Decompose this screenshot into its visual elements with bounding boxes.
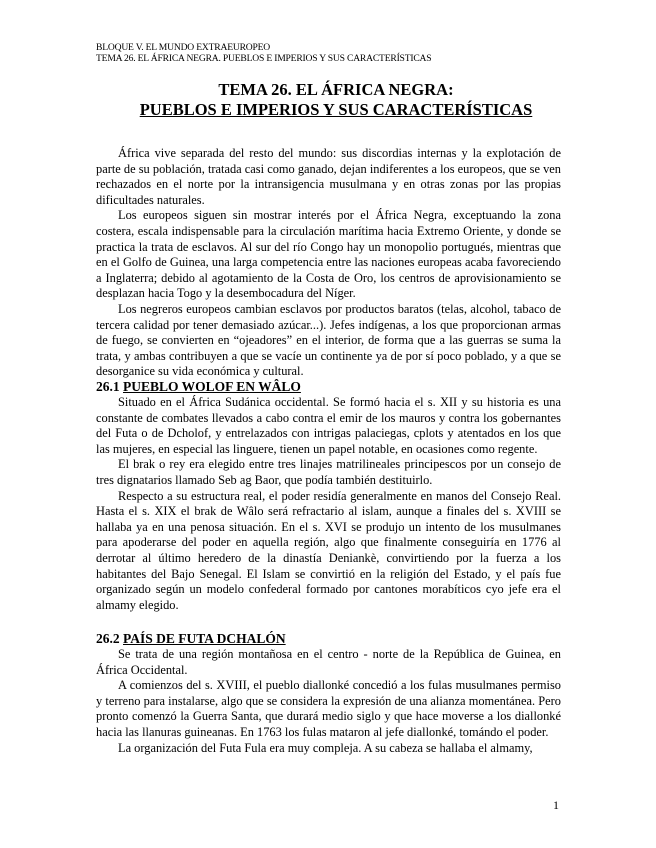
intro-paragraph: Los negreros europeos cambian esclavos por productos baratos (telas, alcohol, tabaco de tercera calidad por tener demasiado azúcar...). Jefes indígenas, a los que proporcionan armas de fuego, se convierten en “ojeadores” en el interior, de forma que a las guerras se suma la trata, y ambas contribuyen a que se vacíe un continente ya de por sí poco poblado, y a que se desorganice su vida económica y cultural.	[96, 301, 561, 379]
section-title: PAÍS DE FUTA DCHALÓN	[123, 631, 286, 646]
page-title	[96, 80, 576, 120]
title-line-1: TEMA 26. EL ÁFRICA NEGRA:	[218, 80, 454, 99]
title-line-2: PUEBLOS E IMPERIOS Y SUS CARACTERÍSTICAS	[139, 100, 533, 119]
intro-paragraph: Los europeos siguen sin mostrar interés por el África Negra, exceptuando la zona costera, escala indispensable para la circulación marítima hacia Extremo Oriente, y donde se practica la trata de esclavos. Al sur del río Congo hay un monopolio portugués, mientras que en el Golfo de Guinea, una larga competencia entre las naciones europeas acaba favoreciendo a Inglaterra; debido al agotamiento de la Costa de Oro, los centros de aprovisionamiento se desplazan hacia Togo y la desembocadura del Níger.	[96, 208, 561, 301]
section-paragraph: El brak o rey era elegido entre tres linajes matrilineales principescos por un consejo de tres dignatarios llamado Seb ag Baor, que podía también destituirlo.	[96, 457, 561, 487]
section-title: PUEBLO WOLOF EN WÂLO	[123, 379, 301, 394]
section-heading-2	[96, 631, 286, 647]
section-paragraph: Situado en el África Sudánica occidental. Se formó hacia el s. XII y su historia es una constante de combates llevados a cabo contra el emir de los mauros y contra los gobernantes del Futa o de Dcholof, y entrelazados con intrigas palaciegas, cplots y atentados en los que las mujeres, en especial las linguere, tienen un papel notable, en ocasiones como regente.	[96, 395, 561, 456]
section-paragraph: A comienzos del s. XVIII, el pueblo diallonké concedió a los fulas musulmanes permiso y terreno para instalarse, algo que se considera la expresión de una alianza momentánea. Pero pronto comenzó la Guerra Santa, que durará medio siglo y que hace moverse a los diallonké hacia las llanuras guineanas. En 1763 los fulas mataron al jefe diallonké, tomándo el poder.	[96, 678, 561, 739]
intro-section	[96, 146, 561, 380]
section-paragraph: Respecto a su estructura real, el poder residía generalmente en manos del Consejo Real. Hasta el s. XIX el brak de Wâlo será refractario al islam, aunque a finales del s. XVIII se hallaba ya en una penosa situación. En el s. XVI se produjo un intento de los musulmanes para apoderarse del poder en aquella región, algo que finalmente conseguiría en 1776 al derrotar al último heredero de la dinastía Deniankè, convirtiendo por la fuerza a los habitantes del Bajo Senegal. El Islam se convirtió en la religión del Estado, y el país fue organizado según un modelo confederal formado por cantones morabíticos cyo jefe era el almamy elegido.	[96, 488, 561, 612]
section-2-body	[96, 647, 561, 756]
running-header	[96, 42, 431, 64]
section-paragraph: Se trata de una región montañosa en el centro - norte de la República de Guinea, en África Occidental.	[96, 647, 561, 677]
section-number: 26.2	[96, 631, 120, 646]
section-paragraph: La organización del Futa Fula era muy compleja. A su cabeza se hallaba el almamy,	[118, 740, 533, 755]
section-1-body	[96, 395, 561, 613]
header-line-1: BLOQUE V. EL MUNDO EXTRAEUROPEO	[96, 42, 271, 53]
page-number: 1	[553, 798, 559, 812]
section-number: 26.1	[96, 379, 120, 394]
section-heading-1	[96, 379, 301, 395]
header-line-2: TEMA 26. EL ÁFRICA NEGRA. PUEBLOS E IMPERIOS Y SUS CARACTERÍSTICAS	[96, 53, 432, 64]
intro-paragraph: África vive separada del resto del mundo: sus discordias internas y la explotación de parte de su población, tratada casi como ganado, dejan indiferentes a los europeos, que se ven rechazados en el norte por la intransigencia musulmana y en otras zonas por las propias dificultades naturales.	[96, 146, 561, 207]
